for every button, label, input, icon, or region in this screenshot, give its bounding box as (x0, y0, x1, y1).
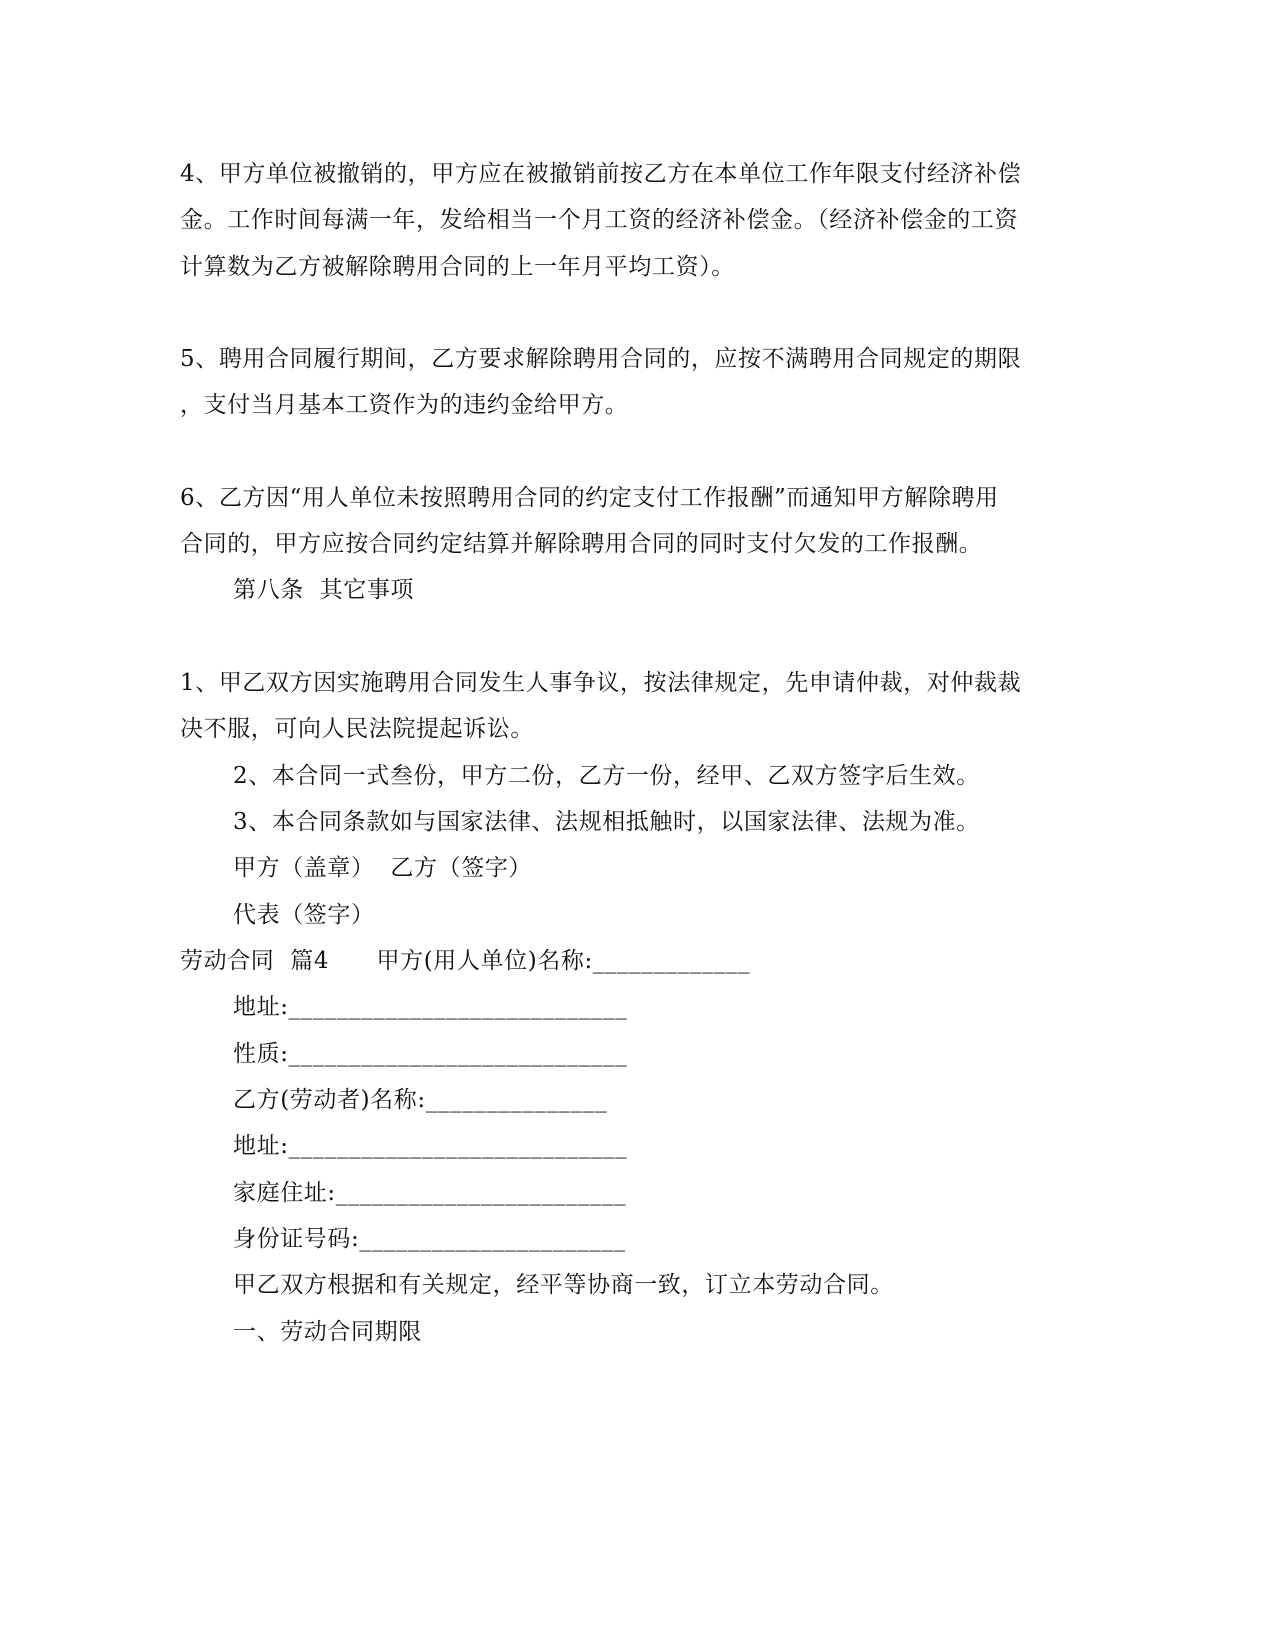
clause-4-line-3: 计算数为乙方被解除聘用合同的上一年月平均工资）。 (180, 254, 735, 280)
clause-6-line-1: 6、乙方因“用人单位未按照聘用合同的约定支付工作报酬”而通知甲方解除聘用 (180, 485, 999, 511)
clause-4-line-2: 金。工作时间每满一年，发给相当一个月工资的经济补偿金。（经济补偿金的工资 (180, 207, 1019, 233)
party-b-name-field: 乙方(劳动者)名称:_______________ (233, 1087, 608, 1113)
item-1-line-2: 决不服，可向人民法院提起诉讼。 (180, 716, 534, 742)
clause-6-line-2: 合同的，甲方应按合同约定结算并解除聘用合同的同时支付欠发的工作报酬。 (180, 531, 983, 557)
contract-4-heading: 劳动合同 篇4 甲方(用人单位)名称:_____________ (180, 948, 751, 974)
party-a-address-field: 地址:____________________________ (233, 994, 628, 1020)
signature-parties: 甲方（盖章） 乙方（签字） (233, 855, 533, 881)
agreement-statement: 甲乙双方根据和有关规定，经平等协商一致，订立本劳动合同。 (233, 1272, 894, 1298)
clause-4-line-1: 4、甲方单位被撤销的，甲方应在被撤销前按乙方在本单位工作年限支付经济补偿 (180, 161, 1022, 187)
item-1-line-1: 1、甲乙双方因实施聘用合同发生人事争议，按法律规定，先申请仲裁，对仲裁裁 (180, 670, 1022, 696)
representative-signature: 代表（签字） (233, 902, 375, 928)
article-8-heading: 第八条 其它事项 (233, 577, 415, 603)
clause-5-line-2: ，支付当月基本工资作为的违约金给甲方。 (180, 392, 629, 418)
section-1-heading: 一、劳动合同期限 (233, 1319, 422, 1345)
item-2: 2、本合同一式叁份，甲方二份，乙方一份，经甲、乙双方签字后生效。 (233, 763, 980, 789)
id-number-field: 身份证号码:______________________ (233, 1226, 626, 1252)
clause-5-line-1: 5、聘用合同履行期间，乙方要求解除聘用合同的，应按不满聘用合同规定的期限 (180, 346, 1022, 372)
party-b-address-field: 地址:____________________________ (233, 1133, 628, 1159)
party-a-nature-field: 性质:____________________________ (233, 1041, 628, 1067)
home-address-field: 家庭住址:________________________ (233, 1180, 627, 1206)
item-3: 3、本合同条款如与国家法律、法规相抵触时，以国家法律、法规为准。 (233, 809, 980, 835)
